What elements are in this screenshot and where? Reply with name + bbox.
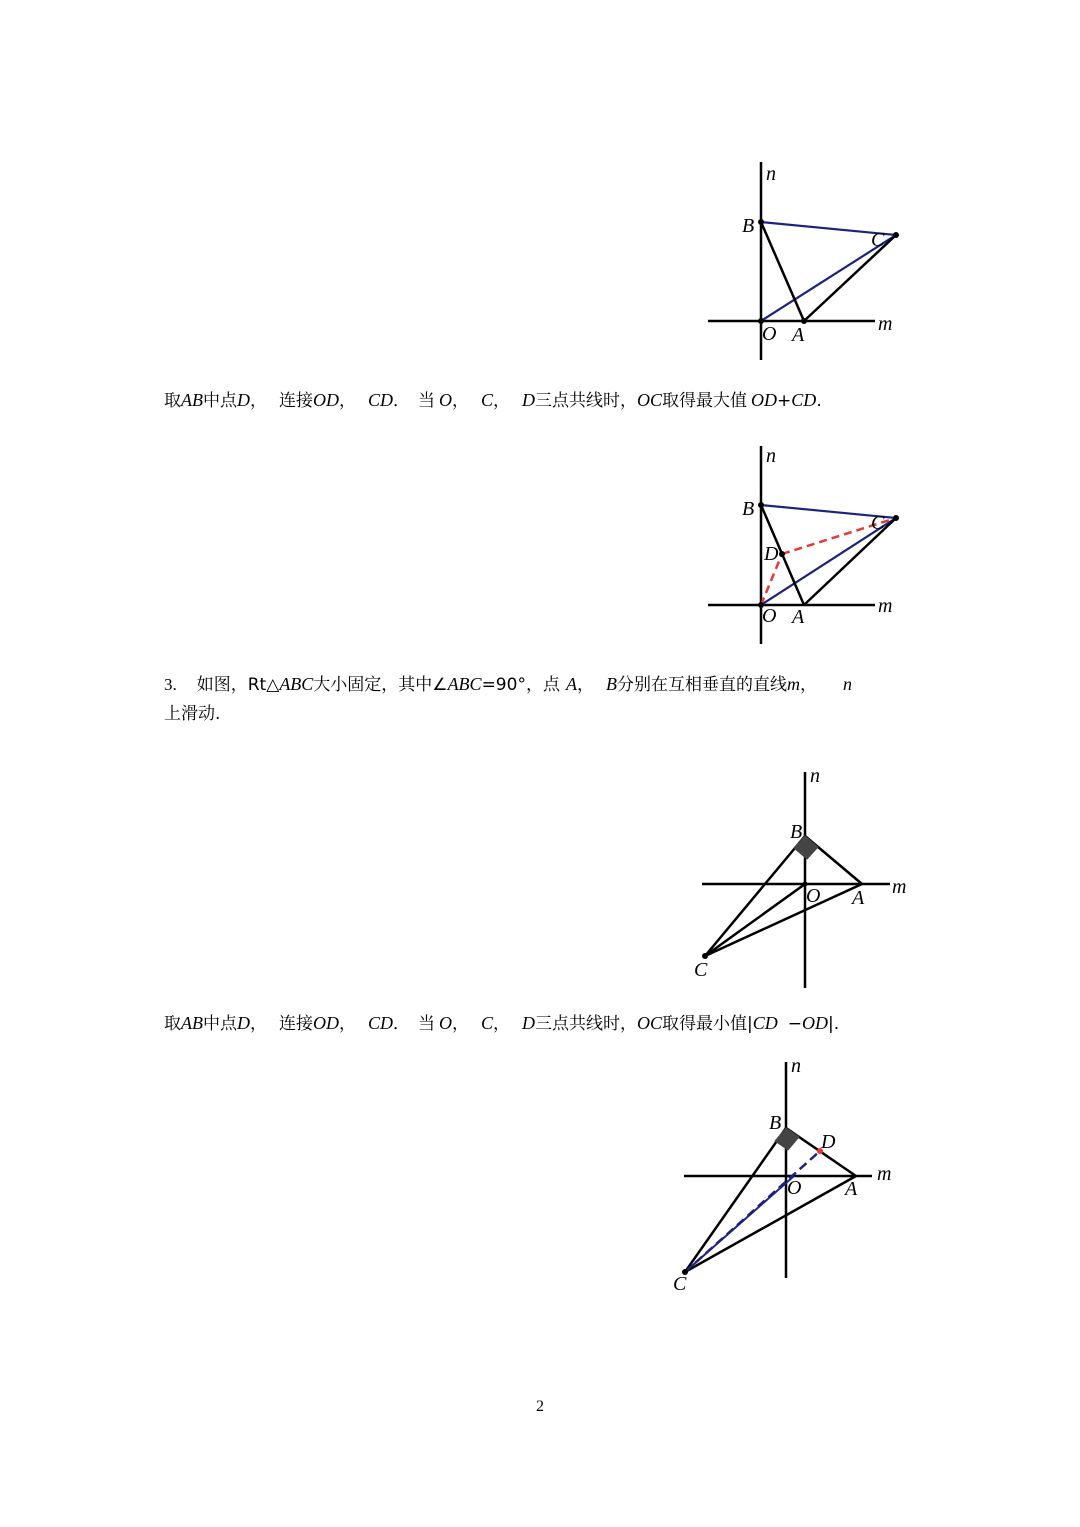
segment-BC: [685, 1128, 786, 1272]
figure-2: [690, 434, 930, 654]
paragraph-problem-3: 3. 如图，Rt△ABC大小固定，其中∠ABC=90°，点 A， B分别在互相垂直的直线m， n: [164, 674, 852, 695]
label-C: C: [871, 512, 885, 534]
label-C: C: [871, 229, 885, 251]
label-m: m: [878, 313, 893, 335]
label-C: C: [673, 1273, 687, 1295]
label-m: m: [892, 876, 907, 898]
label-n: n: [810, 765, 820, 787]
label-B: B: [742, 215, 755, 237]
label-D: D: [821, 1131, 836, 1153]
figure-1: [690, 150, 930, 370]
label-m: m: [877, 1163, 892, 1185]
label-A: A: [845, 1178, 858, 1200]
label-B: B: [769, 1112, 782, 1134]
label-O: O: [762, 605, 777, 627]
point-C: [893, 232, 899, 238]
label-O: O: [762, 323, 777, 345]
point-D: [779, 551, 785, 557]
label-n: n: [791, 1055, 801, 1077]
label-O: O: [806, 885, 821, 907]
segment-AC: [705, 884, 862, 956]
paragraph-max-oc: 取AB中点D， 连接OD， CD． 当 O， C， D三点共线时，OC取得最大值 OD+CD.: [164, 390, 822, 411]
segment-CO: [685, 1176, 794, 1272]
page-number: 2: [536, 1398, 544, 1415]
label-O: O: [787, 1177, 802, 1199]
paragraph-min-oc: 取AB中点D， 连接OD， CD． 当 O， C， D三点共线时，OC取得最小值|CD −OD|.: [164, 1013, 840, 1034]
figure-3: [690, 760, 930, 990]
label-m: m: [878, 595, 893, 617]
point-B: [758, 219, 764, 225]
paragraph-problem-3-line2: 上滑动.: [164, 704, 221, 724]
label-A: A: [792, 324, 805, 346]
point-C: [893, 515, 899, 521]
label-A: A: [852, 887, 865, 909]
label-C: C: [694, 959, 708, 981]
label-B: B: [790, 821, 803, 843]
segment-AC: [685, 1176, 856, 1272]
label-A: A: [792, 606, 805, 628]
label-n: n: [766, 445, 776, 467]
point-B: [758, 502, 764, 508]
label-D: D: [764, 543, 779, 565]
label-B: B: [742, 498, 755, 520]
figure-4: [670, 1050, 910, 1300]
label-n: n: [766, 163, 776, 185]
